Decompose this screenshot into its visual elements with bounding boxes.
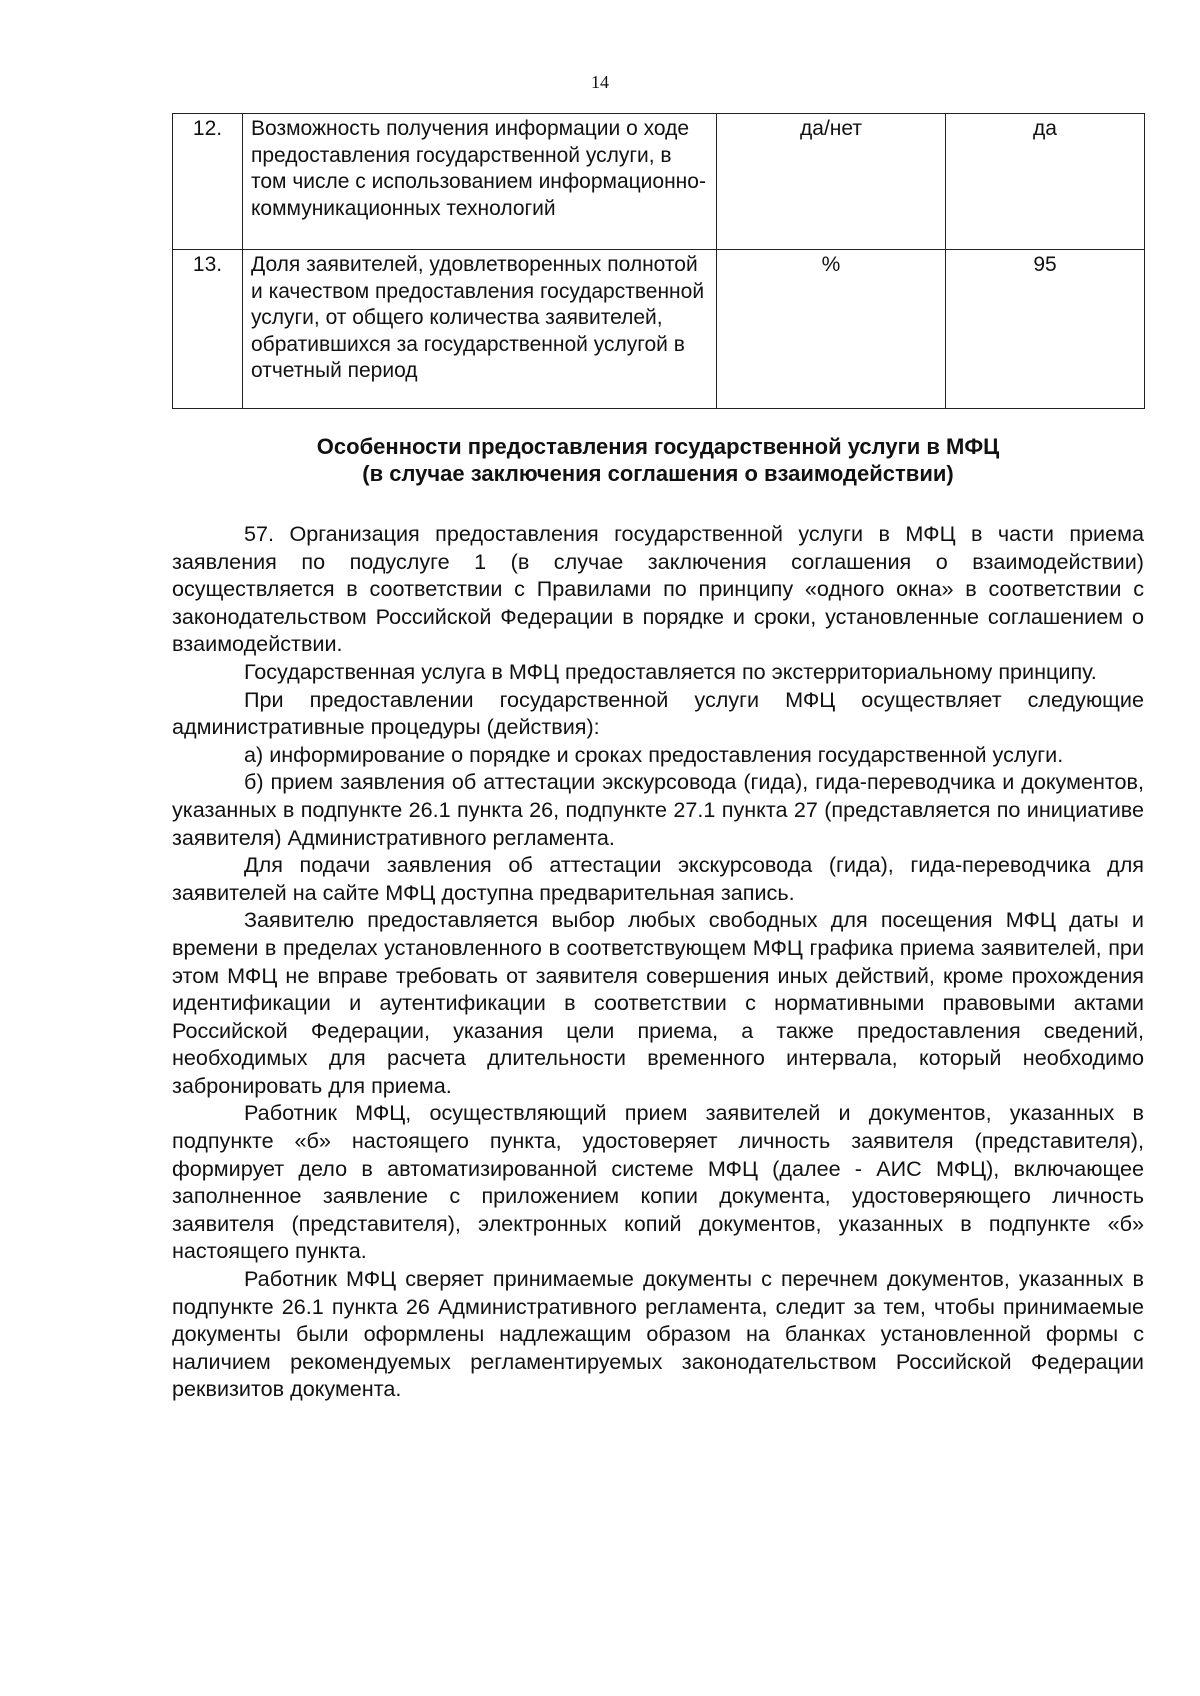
section-subtitle-line: (в случае заключения соглашения о взаимодействии) <box>362 461 954 486</box>
value-cell: 95 <box>946 250 1145 409</box>
paragraph: а) информирование о порядке и сроках предоставления государственной услуги. <box>244 741 1064 767</box>
paragraph: 57. Организация предоставления государственной услуги в МФЦ в части приема заявления по подуслуге 1 (в случае заключения соглашения о взаимодействии) осуществляется в соответствии с Правилами по принципу «одного окна» в соответствии с законодательством Российской Федерации в порядке и сроки, установленные соглашением о взаимодействии. <box>172 521 1144 657</box>
indicator-cell: Доля заявителей, удовлетворенных полнотой и качеством предоставления государственной услуги, от общего количества заявителей, обратившихся за государственной услугой в отчетный период <box>243 250 717 409</box>
paragraph: Заявителю предоставляется выбор любых свободных для посещения МФЦ даты и времени в пределах установленного в соответствующем МФЦ графика приема заявителей, при этом МФЦ не вправе требовать от заявителя совершения иных действий, кроме прохождения идентификации и аутентификации в соответствии с нормативными правовыми актами Российской Федерации, указания цели приема, а также предоставления сведений, необходимых для расчета длительности временного интервала, который необходимо забронировать для приема. <box>172 907 1144 1098</box>
table-row <box>173 250 1145 409</box>
paragraph: б) прием заявления об аттестации экскурсовода (гида), гида-переводчика и документов, указанных в подпункте 26.1 пункта 26, подпункте 27.1 пункта 27 (представляется по инициативе заявителя) Административного регламента. <box>172 769 1144 850</box>
paragraph: При предоставлении государственной услуги МФЦ осуществляет следующие административные процедуры (действия): <box>172 686 1144 740</box>
unit-cell: да/нет <box>717 114 946 250</box>
unit-cell: % <box>717 250 946 409</box>
indicator-cell: Возможность получения информации о ходе предоставления государственной услуги, в том числе с использованием информационно-коммуникационных технологий <box>243 114 717 250</box>
paragraph: Работник МФЦ, осуществляющий прием заявителей и документов, указанных в подпункте «б» настоящего пункта, удостоверяет личность заявителя (представителя), формирует дело в автоматизированной системе МФЦ (далее - АИС МФЦ), включающее заполненное заявление с приложением копии документа, удостоверяющего личность заявителя (представителя), электронных копий документов, указанных в подпункте «б» настоящего пункта. <box>172 1100 1144 1264</box>
paragraph: Государственная услуга в МФЦ предоставляется по экстерриториальному принципу. <box>244 658 1097 684</box>
paragraph: Работник МФЦ сверяет принимаемые документы с перечнем документов, указанных в подпункте 26.1 пункта 26 Административного регламента, следит за тем, чтобы принимаемые документы были оформлены надлежащим образом на бланках установленной формы с наличием рекомендуемых регламентируемых законодательством Российской Федерации реквизитов документа. <box>172 1266 1144 1402</box>
body-text <box>172 520 1144 1403</box>
table-row <box>173 114 1145 250</box>
section-title <box>172 433 1144 487</box>
value-cell: да <box>946 114 1145 250</box>
row-number-cell: 13. <box>173 250 243 409</box>
paragraph: Для подачи заявления об аттестации экскурсовода (гида), гида-переводчика для заявителей на сайте МФЦ доступна предварительная запись. <box>172 852 1144 905</box>
section-title-line: Особенности предоставления государственной услуги в МФЦ <box>316 434 1000 459</box>
page-number: 14 <box>591 72 609 92</box>
row-number-cell: 12. <box>173 114 243 250</box>
indicators-table <box>172 113 1145 409</box>
